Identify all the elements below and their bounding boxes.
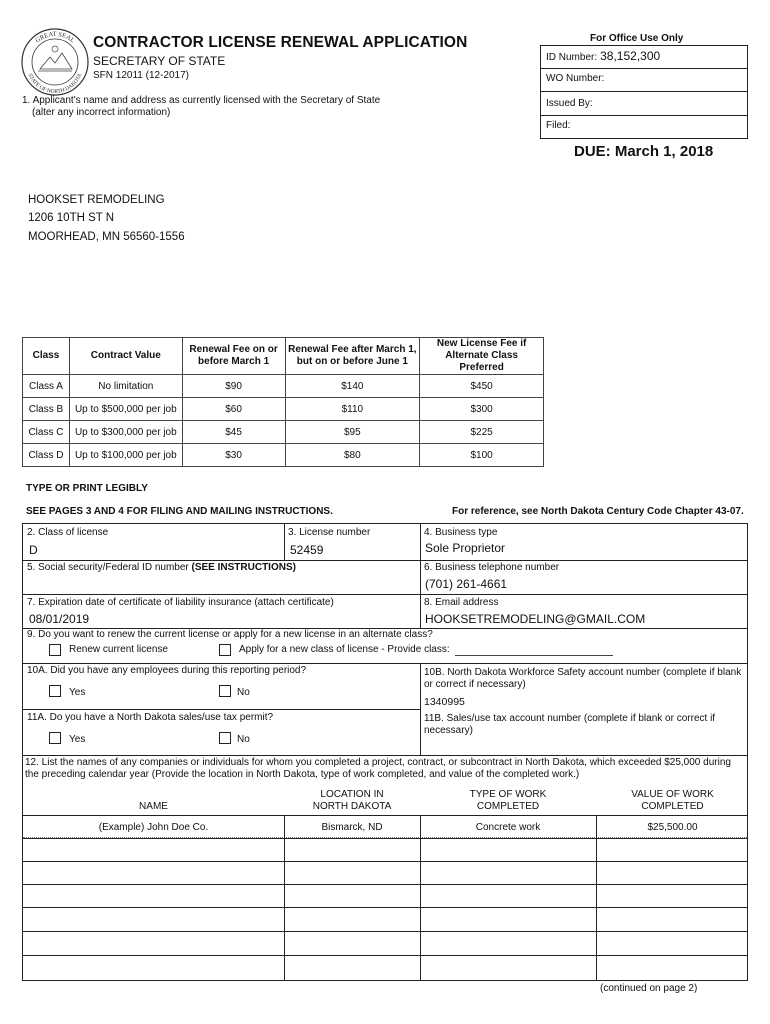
table-row: Class D Up to $100,000 per job $30 $80 $100 xyxy=(23,444,544,467)
sales-tax-yes-label: Yes xyxy=(69,734,86,745)
wo-number-field[interactable] xyxy=(541,69,747,92)
col-value-of-work: VALUE OF WORK COMPLETED xyxy=(631,789,714,812)
wo-number-label: WO Number: xyxy=(546,73,605,84)
renew-current-label: Renew current license xyxy=(69,644,168,655)
project-name-input-6[interactable] xyxy=(23,956,284,980)
business-type-label: 4. Business type xyxy=(424,527,498,538)
issued-by-label: Issued By: xyxy=(546,98,593,109)
due-date: DUE: March 1, 2018 xyxy=(574,143,714,160)
id-number-value: 38,152,300 xyxy=(600,49,661,63)
state-seal-icon xyxy=(20,27,90,97)
see-pages-note: SEE PAGES 3 AND 4 FOR FILING AND MAILING INSTRUCTIONS. xyxy=(26,506,333,517)
type-print-note: TYPE OR PRINT LEGIBLY xyxy=(26,483,148,494)
issued-by-field[interactable] xyxy=(541,92,747,116)
ssn-federal-id-input[interactable] xyxy=(29,576,409,592)
new-class-input[interactable] xyxy=(455,655,613,656)
employees-question-label: 10A. Did you have any employees during this reporting period? xyxy=(27,665,307,676)
sales-tax-account-label: 11B. Sales/use tax account number (complete if blank or correct if necessary) xyxy=(424,713,716,736)
col-renewal-before: Renewal Fee on or before March 1 xyxy=(182,338,285,375)
project-name-input-4[interactable] xyxy=(23,908,284,931)
email-label: 8. Email address xyxy=(424,597,499,608)
table-row: Class A No limitation $90 $140 $450 xyxy=(23,375,544,398)
col-renewal-after: Renewal Fee after March 1, but on or before June 1 xyxy=(285,338,420,375)
id-number-field[interactable] xyxy=(541,46,747,69)
example-name: (Example) John Doe Co. xyxy=(98,822,209,833)
office-use-heading: For Office Use Only xyxy=(590,33,684,44)
apply-new-class-label: Apply for a new class of license - Provide class: xyxy=(239,644,450,655)
table-row: Class B Up to $500,000 per job $60 $110 $300 xyxy=(23,398,544,421)
col-location: LOCATION IN NORTH DAKOTA xyxy=(312,789,392,812)
apply-new-class-checkbox[interactable] xyxy=(219,644,231,656)
col-type-of-work: TYPE OF WORK COMPLETED xyxy=(469,789,547,812)
employees-no-checkbox[interactable] xyxy=(219,685,231,697)
license-number-input[interactable]: 52459 xyxy=(290,543,324,557)
col-contract-value: Contract Value xyxy=(69,338,182,375)
applicant-street[interactable]: 1206 10TH ST N xyxy=(28,212,115,224)
reference-note: For reference, see North Dakota Century Code Chapter 43-07. xyxy=(452,506,744,517)
project-name-input-5[interactable] xyxy=(23,932,284,955)
renew-current-checkbox[interactable] xyxy=(49,644,61,656)
example-type: Concrete work xyxy=(475,822,541,833)
example-location: Bismarck, ND xyxy=(321,822,383,833)
application-form xyxy=(22,523,748,981)
filed-label: Filed: xyxy=(546,120,571,131)
seal-top-text: GREAT SEAL xyxy=(34,30,76,45)
filed-field[interactable] xyxy=(541,116,747,139)
form-number: SFN 12011 (12-2017) xyxy=(93,70,189,81)
example-value: $25,500.00 xyxy=(647,822,698,833)
class-of-license-label: 2. Class of license xyxy=(27,527,109,538)
renew-or-apply-label: 9. Do you want to renew the current license or apply for a new license in an alternate class? xyxy=(27,629,433,640)
continued-note: (continued on page 2) xyxy=(600,983,698,994)
office-use-box xyxy=(540,45,748,139)
employees-yes-label: Yes xyxy=(69,687,86,698)
col-class: Class xyxy=(23,338,70,375)
sales-tax-no-label: No xyxy=(237,734,250,745)
instruction-applicant-address: 1. Applicant's name and address as currently licensed with the Secretary of State (alter any incorrect information) xyxy=(22,95,381,118)
col-name: NAME xyxy=(139,801,168,812)
insurance-expiration-label: 7. Expiration date of certificate of liability insurance (attach certificate) xyxy=(27,597,334,608)
project-name-input-2[interactable] xyxy=(23,862,284,884)
sales-tax-yes-checkbox[interactable] xyxy=(49,732,61,744)
class-of-license-input[interactable]: D xyxy=(29,543,38,557)
table-row: Class C Up to $300,000 per job $45 $95 $225 xyxy=(23,421,544,444)
sales-tax-no-checkbox[interactable] xyxy=(219,732,231,744)
license-number-label: 3. License number xyxy=(288,527,371,538)
fee-table-header xyxy=(23,338,544,375)
projects-list-label: 12. List the names of any companies or individuals for whom you completed a project, contract, or subcontract in North Dakota, which exceeded $25,000 during the preceding calendar year (Provide the location in North Dakota, type of work completed, and value of the completed work.) xyxy=(25,757,731,780)
applicant-name[interactable]: HOOKSET REMODELING xyxy=(28,194,165,206)
seal-bottom-text: STATE OF NORTH DAKOTA xyxy=(26,72,84,96)
project-name-input-3[interactable] xyxy=(23,885,284,907)
insurance-expiration-input[interactable]: 08/01/2019 xyxy=(29,612,90,626)
sales-tax-question-label: 11A. Do you have a North Dakota sales/use tax permit? xyxy=(27,712,274,723)
business-type-input[interactable]: Sole Proprietor xyxy=(425,541,506,555)
employees-no-label: No xyxy=(237,687,250,698)
employees-yes-checkbox[interactable] xyxy=(49,685,61,697)
fee-table xyxy=(22,337,544,467)
id-number-label: ID Number: xyxy=(546,52,598,63)
email-input[interactable]: HOOKSETREMODELING@GMAIL.COM xyxy=(425,612,646,626)
wsi-account-label: 10B. North Dakota Workforce Safety account number (complete if blank or correct if necessary) xyxy=(424,667,742,690)
business-phone-label: 6. Business telephone number xyxy=(424,562,560,573)
wsi-account-input[interactable]: 1340995 xyxy=(424,696,465,708)
ssn-federal-id-label: 5. Social security/Federal ID number (SEE INSTRUCTIONS) xyxy=(27,562,296,573)
project-name-input-1[interactable] xyxy=(23,839,284,861)
applicant-city[interactable]: MOORHEAD, MN 56560-1556 xyxy=(28,231,185,243)
business-phone-input[interactable]: (701) 261-4661 xyxy=(425,577,508,591)
col-new-fee: New License Fee if Alternate Class Preferred xyxy=(420,338,544,375)
form-title: CONTRACTOR LICENSE RENEWAL APPLICATION xyxy=(93,34,468,51)
agency-name: SECRETARY OF STATE xyxy=(93,54,226,68)
